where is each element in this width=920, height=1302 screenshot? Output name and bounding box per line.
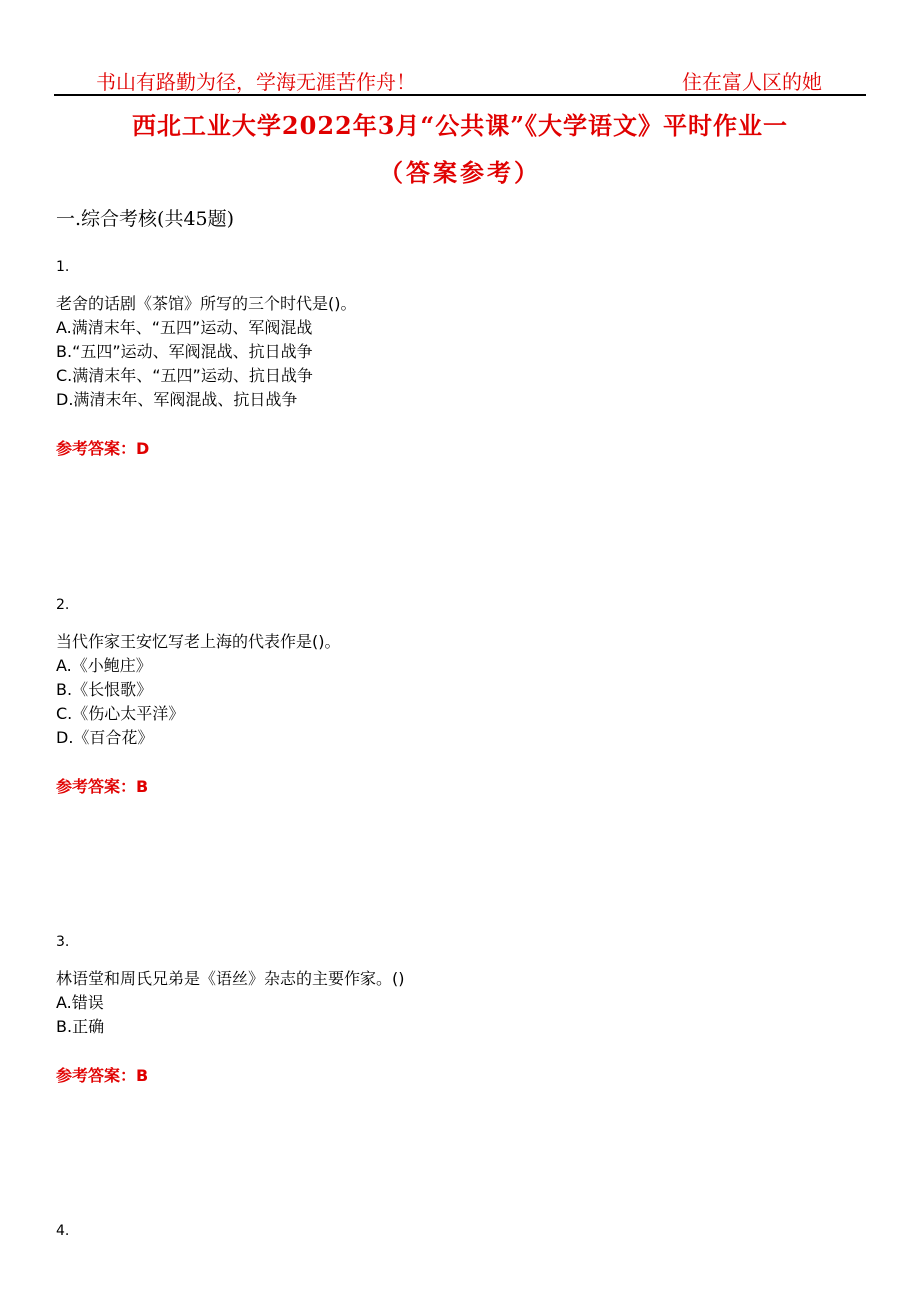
question-stem: 老舍的话剧《茶馆》所写的三个时代是()。 xyxy=(56,294,357,313)
option-b: B.《长恨歌》 xyxy=(56,680,153,699)
option-c: C.《伤心太平洋》 xyxy=(56,704,185,723)
answer-label: 参考答案： xyxy=(56,439,137,458)
question-4 xyxy=(56,1222,836,1240)
header-motto: 书山有路勤为径，学海无涯苦作舟！ xyxy=(96,70,416,94)
header-author: 住在富人区的她 xyxy=(682,70,822,94)
reference-answer xyxy=(56,774,836,797)
question-1 xyxy=(56,258,836,459)
option-a: A.《小鲍庄》 xyxy=(56,656,152,675)
option-d: D.满清末年、军阀混战、抗日战争 xyxy=(56,390,298,409)
question-number: 3. xyxy=(56,934,70,950)
question-number: 1. xyxy=(56,259,70,275)
question-2 xyxy=(56,596,836,797)
document-title: 西北工业大学2022年3月“公共课”《大学语文》平时作业一 xyxy=(131,111,789,140)
question-number: 4. xyxy=(56,1223,70,1239)
option-a: A.错误 xyxy=(56,993,104,1012)
answer-label: 参考答案： xyxy=(56,1066,137,1085)
question-3 xyxy=(56,933,836,1086)
option-c: C.满清末年、“五四”运动、抗日战争 xyxy=(56,366,313,385)
reference-answer xyxy=(56,1063,836,1086)
answer-value: B xyxy=(136,777,149,796)
question-stem: 林语堂和周氏兄弟是《语丝》杂志的主要作家。() xyxy=(56,969,405,988)
header-divider xyxy=(54,94,866,96)
question-number: 2. xyxy=(56,597,70,613)
answer-value: B xyxy=(136,1066,149,1085)
document-subtitle: （答案参考） xyxy=(379,158,541,187)
answer-value: D xyxy=(136,439,150,458)
question-stem: 当代作家王安忆写老上海的代表作是()。 xyxy=(56,632,341,651)
option-b: B.正确 xyxy=(56,1017,105,1036)
option-d: D.《百合花》 xyxy=(56,728,154,747)
option-b: B.“五四”运动、军阀混战、抗日战争 xyxy=(56,342,313,361)
option-a: A.满清末年、“五四”运动、军阀混战 xyxy=(56,318,313,337)
section-heading: 一.综合考核(共45题) xyxy=(56,208,235,230)
answer-label: 参考答案： xyxy=(56,777,137,796)
reference-answer xyxy=(56,436,836,459)
